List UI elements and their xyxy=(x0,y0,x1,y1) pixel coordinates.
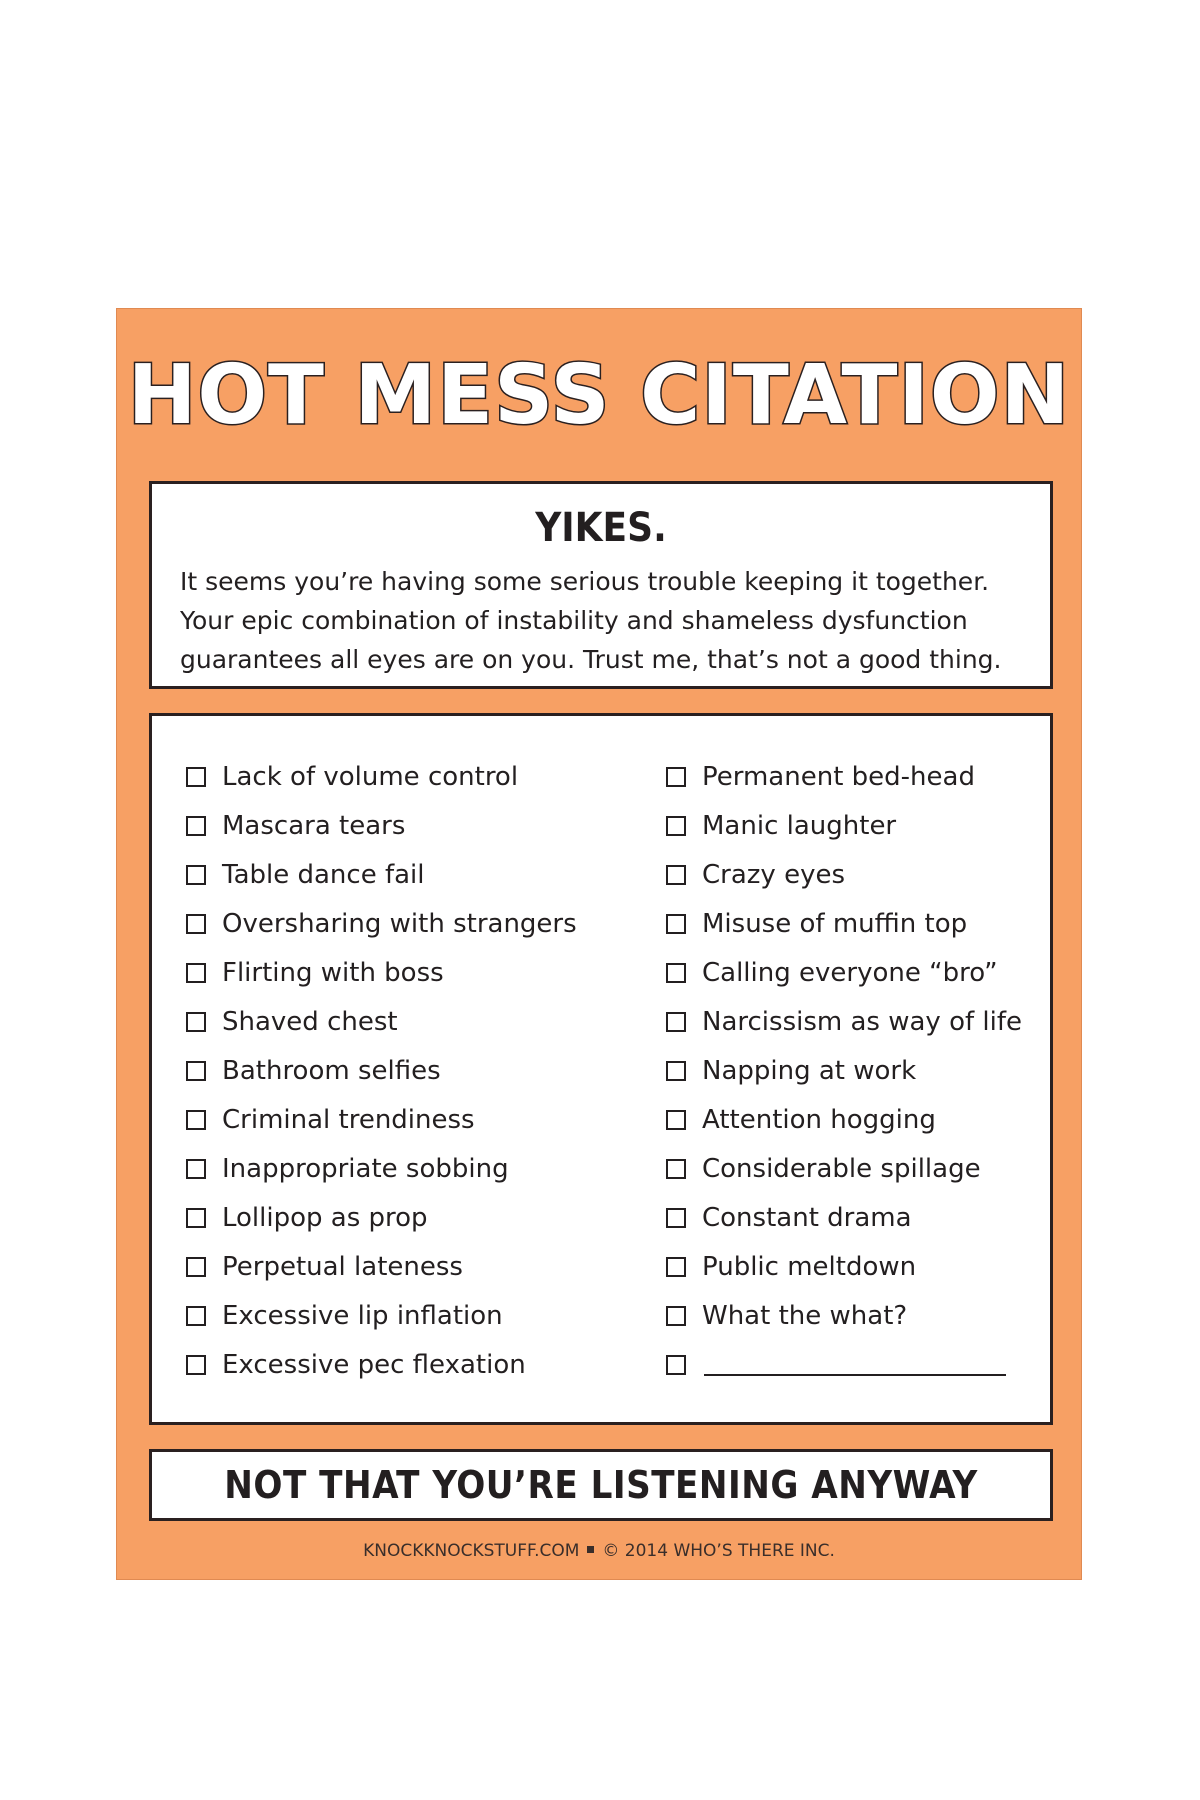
checklist-item[interactable] xyxy=(186,1291,626,1340)
checklist-item[interactable] xyxy=(666,1291,1026,1340)
checkbox[interactable] xyxy=(186,914,206,934)
checklist-item-label: Inappropriate sobbing xyxy=(222,1153,509,1184)
checklist-left-column xyxy=(186,752,626,1389)
checklist-item-label: Constant drama xyxy=(702,1202,912,1233)
checklist-item-label: Table dance fail xyxy=(222,859,425,890)
page-title: HOT MESS CITATION xyxy=(127,348,1071,443)
checklist-item-label: Bathroom selfies xyxy=(222,1055,441,1086)
checklist-item[interactable] xyxy=(666,899,1026,948)
intro-box xyxy=(149,481,1053,689)
checklist-item-label: Lollipop as prop xyxy=(222,1202,428,1233)
checklist-item-label: Mascara tears xyxy=(222,810,406,841)
intro-heading: YIKES. xyxy=(535,505,667,551)
checklist-item-label: What the what? xyxy=(702,1300,908,1331)
checkbox[interactable] xyxy=(186,963,206,983)
checkbox[interactable] xyxy=(666,1257,686,1277)
checklist-item[interactable] xyxy=(666,1242,1026,1291)
checkbox[interactable] xyxy=(666,914,686,934)
checklist-item-label: Permanent bed-head xyxy=(702,761,975,792)
checklist-box xyxy=(149,713,1053,1425)
checklist-item-label: Excessive lip inflation xyxy=(222,1300,503,1331)
checkbox[interactable] xyxy=(186,1110,206,1130)
checklist-item-label: Crazy eyes xyxy=(702,859,845,890)
checklist-item-label: Lack of volume control xyxy=(222,761,519,792)
checklist-item[interactable] xyxy=(186,948,626,997)
intro-line: It seems you’re having some serious trouble keeping it together. xyxy=(180,567,990,596)
checkbox[interactable] xyxy=(186,1208,206,1228)
checkbox[interactable] xyxy=(666,767,686,787)
checklist-item[interactable] xyxy=(186,752,626,801)
checklist-item-label: Napping at work xyxy=(702,1055,917,1086)
checklist-item[interactable] xyxy=(666,1046,1026,1095)
checkbox[interactable] xyxy=(186,1306,206,1326)
checklist-item[interactable] xyxy=(186,1242,626,1291)
notepad-sheet xyxy=(116,308,1082,1580)
checklist-item[interactable] xyxy=(666,948,1026,997)
checklist-item[interactable] xyxy=(186,1144,626,1193)
checkbox[interactable] xyxy=(186,1061,206,1081)
checklist-item[interactable] xyxy=(666,997,1026,1046)
checkbox[interactable] xyxy=(186,816,206,836)
checklist-item[interactable] xyxy=(666,1193,1026,1242)
credit-line xyxy=(117,1541,1081,1561)
checkbox[interactable] xyxy=(666,1110,686,1130)
copyright-text: © 2014 WHO’S THERE INC. xyxy=(602,1541,835,1561)
checkbox[interactable] xyxy=(666,1159,686,1179)
checklist-item[interactable] xyxy=(186,801,626,850)
checklist-item[interactable] xyxy=(186,1095,626,1144)
checklist-item-label: Narcissism as way of life xyxy=(702,1006,1022,1037)
checkbox[interactable] xyxy=(186,1257,206,1277)
checkbox[interactable] xyxy=(186,865,206,885)
checkbox[interactable] xyxy=(666,1208,686,1228)
checklist-item[interactable] xyxy=(186,1046,626,1095)
checkbox[interactable] xyxy=(666,1355,686,1375)
checklist-item-label: Oversharing with strangers xyxy=(222,908,577,939)
checklist-item-label: Manic laughter xyxy=(702,810,897,841)
checkbox[interactable] xyxy=(186,767,206,787)
write-in-line[interactable] xyxy=(704,1354,1006,1376)
checkbox[interactable] xyxy=(666,1061,686,1081)
checklist-item[interactable] xyxy=(186,1340,626,1389)
checkbox[interactable] xyxy=(186,1355,206,1375)
checkbox[interactable] xyxy=(666,865,686,885)
checkbox[interactable] xyxy=(186,1159,206,1179)
tagline-box xyxy=(149,1449,1053,1521)
checklist-item-label: Misuse of muffin top xyxy=(702,908,968,939)
checklist-item-label: Considerable spillage xyxy=(702,1153,981,1184)
checkbox[interactable] xyxy=(666,1306,686,1326)
checklist-item-label: Calling everyone “bro” xyxy=(702,957,998,988)
checkbox[interactable] xyxy=(186,1012,206,1032)
checklist-item-label: Shaved chest xyxy=(222,1006,398,1037)
website-text: KNOCKKNOCKSTUFF.COM xyxy=(363,1541,580,1561)
intro-text xyxy=(180,562,1040,679)
checklist-item-write-in[interactable] xyxy=(666,1340,1026,1389)
checkbox[interactable] xyxy=(666,1012,686,1032)
checklist-item-label: Flirting with boss xyxy=(222,957,444,988)
checklist-item[interactable] xyxy=(666,752,1026,801)
checklist-item[interactable] xyxy=(186,997,626,1046)
checklist-item[interactable] xyxy=(666,1144,1026,1193)
checkbox[interactable] xyxy=(666,963,686,983)
intro-line: guarantees all eyes are on you. Trust me, that’s not a good thing. xyxy=(180,645,1002,674)
checklist-item[interactable] xyxy=(186,1193,626,1242)
checklist-item-label: Perpetual lateness xyxy=(222,1251,463,1282)
intro-line: Your epic combination of instability and shameless dysfunction xyxy=(180,606,968,635)
checklist-right-column xyxy=(666,752,1026,1389)
tagline: NOT THAT YOU’RE LISTENING ANYWAY xyxy=(224,1463,978,1507)
checklist-item[interactable] xyxy=(186,850,626,899)
checklist-item[interactable] xyxy=(666,1095,1026,1144)
checklist-item-label: Attention hogging xyxy=(702,1104,936,1135)
checkbox[interactable] xyxy=(666,816,686,836)
checklist-item-label: Excessive pec flexation xyxy=(222,1349,526,1380)
checklist-item[interactable] xyxy=(666,801,1026,850)
square-bullet-icon xyxy=(587,1546,594,1553)
checklist-item[interactable] xyxy=(186,899,626,948)
checklist-item[interactable] xyxy=(666,850,1026,899)
checklist-item-label: Public meltdown xyxy=(702,1251,917,1282)
checklist-item-label: Criminal trendiness xyxy=(222,1104,475,1135)
